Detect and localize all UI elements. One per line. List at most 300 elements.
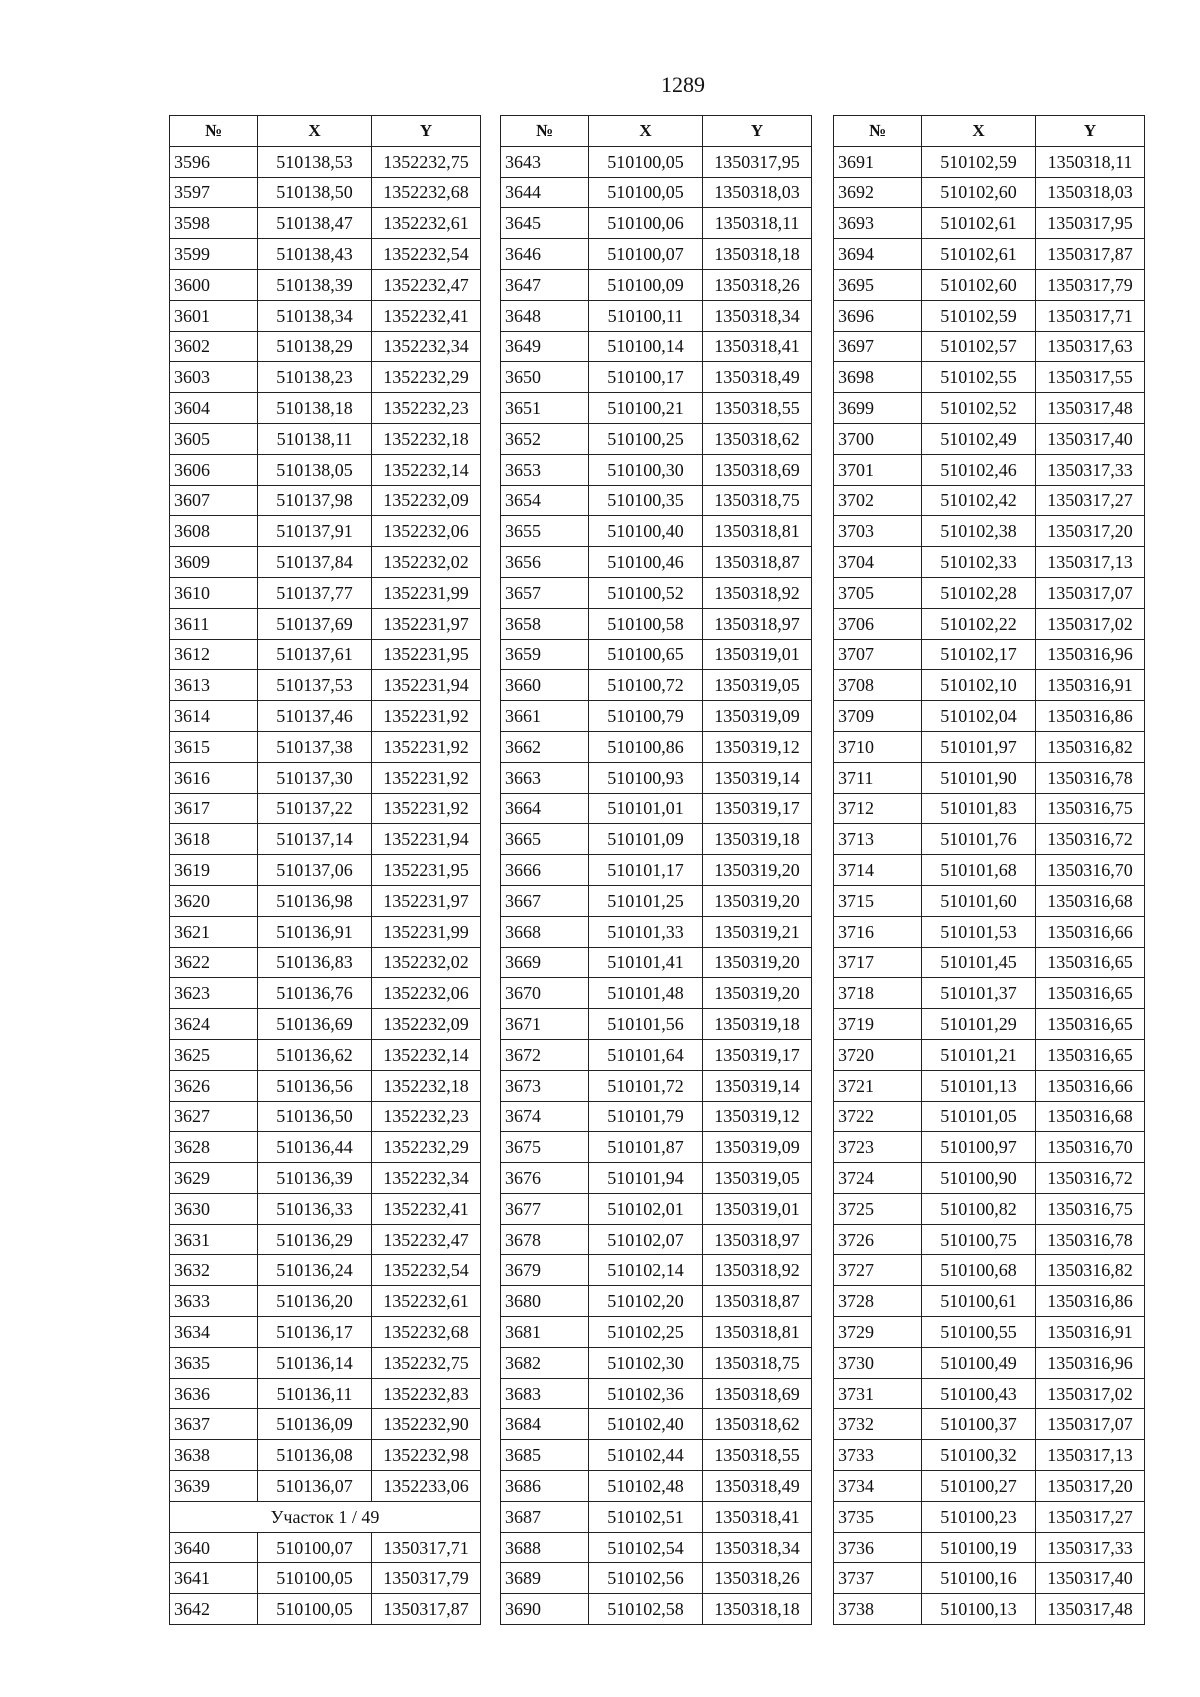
x-coordinate-cell: 510100,27 bbox=[922, 1471, 1036, 1502]
x-coordinate-cell: 510100,11 bbox=[589, 300, 703, 331]
y-coordinate-cell: 1352232,34 bbox=[372, 1163, 481, 1194]
x-coordinate-cell: 510138,47 bbox=[258, 208, 372, 239]
y-coordinate-cell: 1352231,94 bbox=[372, 670, 481, 701]
point-number-cell: 3682 bbox=[501, 1347, 589, 1378]
point-number-cell: 3641 bbox=[170, 1563, 258, 1594]
table-row bbox=[170, 1101, 481, 1132]
y-coordinate-cell: 1350318,81 bbox=[703, 516, 812, 547]
table-row bbox=[834, 639, 1145, 670]
point-number-cell: 3631 bbox=[170, 1224, 258, 1255]
x-coordinate-cell: 510100,46 bbox=[589, 547, 703, 578]
table-row bbox=[834, 793, 1145, 824]
y-coordinate-cell: 1352232,47 bbox=[372, 1224, 481, 1255]
point-number-cell: 3651 bbox=[501, 393, 589, 424]
point-number-cell: 3705 bbox=[834, 577, 922, 608]
table-row bbox=[501, 1286, 812, 1317]
y-coordinate-cell: 1350318,87 bbox=[703, 547, 812, 578]
table-row bbox=[170, 1347, 481, 1378]
x-coordinate-cell: 510102,49 bbox=[922, 423, 1036, 454]
x-coordinate-cell: 510137,77 bbox=[258, 577, 372, 608]
x-coordinate-cell: 510101,33 bbox=[589, 916, 703, 947]
y-coordinate-cell: 1350318,62 bbox=[703, 423, 812, 454]
table-row bbox=[834, 916, 1145, 947]
page-number: 1289 bbox=[661, 72, 705, 97]
y-coordinate-cell: 1350318,75 bbox=[703, 485, 812, 516]
point-number-cell: 3723 bbox=[834, 1132, 922, 1163]
point-number-cell: 3613 bbox=[170, 670, 258, 701]
table-row bbox=[501, 701, 812, 732]
point-number-cell: 3649 bbox=[501, 331, 589, 362]
x-coordinate-cell: 510102,40 bbox=[589, 1409, 703, 1440]
table-row bbox=[501, 731, 812, 762]
y-coordinate-cell: 1350316,65 bbox=[1036, 947, 1145, 978]
x-coordinate-cell: 510101,13 bbox=[922, 1070, 1036, 1101]
point-number-cell: 3734 bbox=[834, 1471, 922, 1502]
x-coordinate-cell: 510100,97 bbox=[922, 1132, 1036, 1163]
x-coordinate-cell: 510100,21 bbox=[589, 393, 703, 424]
point-number-cell: 3737 bbox=[834, 1563, 922, 1594]
y-coordinate-cell: 1350319,17 bbox=[703, 1039, 812, 1070]
point-number-cell: 3645 bbox=[501, 208, 589, 239]
y-coordinate-cell: 1352232,68 bbox=[372, 177, 481, 208]
table-row bbox=[501, 146, 812, 177]
y-coordinate-cell: 1352232,14 bbox=[372, 1039, 481, 1070]
y-coordinate-cell: 1350316,72 bbox=[1036, 1163, 1145, 1194]
table-row bbox=[834, 1378, 1145, 1409]
y-coordinate-cell: 1350319,17 bbox=[703, 793, 812, 824]
point-number-cell: 3718 bbox=[834, 978, 922, 1009]
x-coordinate-cell: 510100,79 bbox=[589, 701, 703, 732]
table-row bbox=[501, 1009, 812, 1040]
y-coordinate-cell: 1352232,18 bbox=[372, 1070, 481, 1101]
point-number-cell: 3647 bbox=[501, 269, 589, 300]
point-number-cell: 3597 bbox=[170, 177, 258, 208]
x-coordinate-cell: 510100,06 bbox=[589, 208, 703, 239]
y-coordinate-cell: 1350317,02 bbox=[1036, 1378, 1145, 1409]
point-number-cell: 3650 bbox=[501, 362, 589, 393]
x-coordinate-cell: 510136,20 bbox=[258, 1286, 372, 1317]
table-row bbox=[834, 978, 1145, 1009]
y-coordinate-cell: 1350317,63 bbox=[1036, 331, 1145, 362]
table-row bbox=[170, 1193, 481, 1224]
y-coordinate-cell: 1350318,97 bbox=[703, 608, 812, 639]
x-coordinate-cell: 510102,25 bbox=[589, 1317, 703, 1348]
x-coordinate-cell: 510100,05 bbox=[589, 146, 703, 177]
x-coordinate-cell: 510137,69 bbox=[258, 608, 372, 639]
y-coordinate-cell: 1352232,75 bbox=[372, 146, 481, 177]
table-row bbox=[170, 516, 481, 547]
point-number-cell: 3640 bbox=[170, 1532, 258, 1563]
y-coordinate-cell: 1352231,95 bbox=[372, 855, 481, 886]
table-row bbox=[834, 547, 1145, 578]
table-row bbox=[834, 1193, 1145, 1224]
table-row bbox=[501, 1409, 812, 1440]
table-row bbox=[501, 516, 812, 547]
y-coordinate-cell: 1352231,92 bbox=[372, 731, 481, 762]
point-number-cell: 3630 bbox=[170, 1193, 258, 1224]
point-number-cell: 3698 bbox=[834, 362, 922, 393]
x-coordinate-cell: 510102,55 bbox=[922, 362, 1036, 393]
table-row bbox=[170, 1440, 481, 1471]
table-row bbox=[501, 362, 812, 393]
x-coordinate-cell: 510101,97 bbox=[922, 731, 1036, 762]
x-coordinate-cell: 510138,43 bbox=[258, 239, 372, 270]
y-coordinate-cell: 1350318,26 bbox=[703, 269, 812, 300]
header-row bbox=[501, 116, 812, 147]
x-coordinate-cell: 510102,57 bbox=[922, 331, 1036, 362]
x-coordinate-cell: 510101,72 bbox=[589, 1070, 703, 1101]
x-coordinate-cell: 510101,41 bbox=[589, 947, 703, 978]
point-number-cell: 3606 bbox=[170, 454, 258, 485]
y-coordinate-cell: 1350318,03 bbox=[1036, 177, 1145, 208]
x-coordinate-cell: 510136,69 bbox=[258, 1009, 372, 1040]
table-row bbox=[834, 1440, 1145, 1471]
x-coordinate-cell: 510101,29 bbox=[922, 1009, 1036, 1040]
x-coordinate-cell: 510102,01 bbox=[589, 1193, 703, 1224]
point-number-cell: 3636 bbox=[170, 1378, 258, 1409]
table-row bbox=[170, 547, 481, 578]
point-number-cell: 3646 bbox=[501, 239, 589, 270]
table-row bbox=[501, 1594, 812, 1625]
y-coordinate-cell: 1352231,92 bbox=[372, 793, 481, 824]
table-row bbox=[170, 670, 481, 701]
table-row bbox=[501, 547, 812, 578]
x-coordinate-cell: 510102,10 bbox=[922, 670, 1036, 701]
y-coordinate-cell: 1350317,20 bbox=[1036, 1471, 1145, 1502]
point-number-cell: 3624 bbox=[170, 1009, 258, 1040]
x-coordinate-cell: 510136,09 bbox=[258, 1409, 372, 1440]
y-coordinate-cell: 1350317,79 bbox=[372, 1563, 481, 1594]
table-row bbox=[834, 577, 1145, 608]
point-number-cell: 3686 bbox=[501, 1471, 589, 1502]
y-coordinate-cell: 1350317,07 bbox=[1036, 1409, 1145, 1440]
x-coordinate-cell: 510101,79 bbox=[589, 1101, 703, 1132]
point-number-cell: 3700 bbox=[834, 423, 922, 454]
table-row bbox=[834, 485, 1145, 516]
point-number-cell: 3600 bbox=[170, 269, 258, 300]
table-row bbox=[501, 1501, 812, 1532]
x-coordinate-cell: 510138,50 bbox=[258, 177, 372, 208]
x-coordinate-cell: 510137,53 bbox=[258, 670, 372, 701]
x-coordinate-cell: 510136,11 bbox=[258, 1378, 372, 1409]
y-coordinate-cell: 1350317,20 bbox=[1036, 516, 1145, 547]
y-coordinate-cell: 1352232,47 bbox=[372, 269, 481, 300]
x-coordinate-cell: 510100,86 bbox=[589, 731, 703, 762]
x-coordinate-cell: 510100,19 bbox=[922, 1532, 1036, 1563]
table-row bbox=[501, 208, 812, 239]
y-coordinate-cell: 1352231,92 bbox=[372, 701, 481, 732]
point-number-cell: 3721 bbox=[834, 1070, 922, 1101]
table-row bbox=[501, 393, 812, 424]
table-row bbox=[501, 1070, 812, 1101]
point-number-cell: 3730 bbox=[834, 1347, 922, 1378]
x-coordinate-cell: 510101,87 bbox=[589, 1132, 703, 1163]
y-coordinate-cell: 1350318,92 bbox=[703, 1255, 812, 1286]
table-row bbox=[170, 423, 481, 454]
point-number-cell: 3689 bbox=[501, 1563, 589, 1594]
table-row bbox=[501, 947, 812, 978]
point-number-cell: 3684 bbox=[501, 1409, 589, 1440]
point-number-cell: 3598 bbox=[170, 208, 258, 239]
table-row bbox=[170, 1378, 481, 1409]
point-number-cell: 3728 bbox=[834, 1286, 922, 1317]
point-number-cell: 3611 bbox=[170, 608, 258, 639]
x-coordinate-cell: 510100,05 bbox=[258, 1594, 372, 1625]
y-coordinate-cell: 1350316,78 bbox=[1036, 1224, 1145, 1255]
x-coordinate-cell: 510102,56 bbox=[589, 1563, 703, 1594]
x-coordinate-cell: 510100,13 bbox=[922, 1594, 1036, 1625]
point-number-cell: 3697 bbox=[834, 331, 922, 362]
point-number-cell: 3708 bbox=[834, 670, 922, 701]
table-row bbox=[834, 1317, 1145, 1348]
table-row bbox=[834, 608, 1145, 639]
y-coordinate-cell: 1350316,75 bbox=[1036, 793, 1145, 824]
x-coordinate-cell: 510136,39 bbox=[258, 1163, 372, 1194]
y-coordinate-cell: 1350318,87 bbox=[703, 1286, 812, 1317]
table-row bbox=[170, 239, 481, 270]
table-row bbox=[170, 731, 481, 762]
x-coordinate-cell: 510136,08 bbox=[258, 1440, 372, 1471]
x-coordinate-cell: 510101,21 bbox=[922, 1039, 1036, 1070]
y-coordinate-cell: 1352231,97 bbox=[372, 608, 481, 639]
x-coordinate-cell: 510101,64 bbox=[589, 1039, 703, 1070]
table-row bbox=[834, 670, 1145, 701]
point-number-cell: 3619 bbox=[170, 855, 258, 886]
y-coordinate-cell: 1350318,11 bbox=[703, 208, 812, 239]
y-coordinate-cell: 1352232,18 bbox=[372, 423, 481, 454]
x-coordinate-cell: 510100,52 bbox=[589, 577, 703, 608]
point-number-cell: 3623 bbox=[170, 978, 258, 1009]
point-number-cell: 3608 bbox=[170, 516, 258, 547]
table-row bbox=[170, 793, 481, 824]
y-coordinate-cell: 1352231,97 bbox=[372, 885, 481, 916]
x-coordinate-cell: 510136,33 bbox=[258, 1193, 372, 1224]
y-coordinate-cell: 1350316,82 bbox=[1036, 731, 1145, 762]
point-number-cell: 3602 bbox=[170, 331, 258, 362]
y-coordinate-cell: 1350317,13 bbox=[1036, 547, 1145, 578]
y-coordinate-cell: 1350319,18 bbox=[703, 824, 812, 855]
y-coordinate-cell: 1350317,27 bbox=[1036, 1501, 1145, 1532]
x-coordinate-cell: 510137,61 bbox=[258, 639, 372, 670]
point-number-cell: 3656 bbox=[501, 547, 589, 578]
point-number-cell: 3724 bbox=[834, 1163, 922, 1194]
x-coordinate-cell: 510100,68 bbox=[922, 1255, 1036, 1286]
point-number-cell: 3607 bbox=[170, 485, 258, 516]
point-number-cell: 3701 bbox=[834, 454, 922, 485]
y-coordinate-cell: 1350317,87 bbox=[1036, 239, 1145, 270]
y-coordinate-cell: 1352232,14 bbox=[372, 454, 481, 485]
x-coordinate-cell: 510101,48 bbox=[589, 978, 703, 1009]
y-coordinate-cell: 1350319,09 bbox=[703, 701, 812, 732]
x-coordinate-cell: 510138,29 bbox=[258, 331, 372, 362]
table-row bbox=[834, 300, 1145, 331]
y-coordinate-cell: 1350316,91 bbox=[1036, 1317, 1145, 1348]
x-coordinate-cell: 510138,18 bbox=[258, 393, 372, 424]
y-coordinate-cell: 1352232,29 bbox=[372, 362, 481, 393]
header-y: Y bbox=[1036, 116, 1145, 147]
table-row bbox=[501, 1440, 812, 1471]
x-coordinate-cell: 510101,17 bbox=[589, 855, 703, 886]
table-row bbox=[170, 978, 481, 1009]
table-row bbox=[834, 762, 1145, 793]
x-coordinate-cell: 510101,90 bbox=[922, 762, 1036, 793]
point-number-cell: 3727 bbox=[834, 1255, 922, 1286]
y-coordinate-cell: 1350319,20 bbox=[703, 855, 812, 886]
header-number: № bbox=[170, 116, 258, 147]
y-coordinate-cell: 1350317,07 bbox=[1036, 577, 1145, 608]
y-coordinate-cell: 1350317,55 bbox=[1036, 362, 1145, 393]
y-coordinate-cell: 1350317,40 bbox=[1036, 1563, 1145, 1594]
x-coordinate-cell: 510136,24 bbox=[258, 1255, 372, 1286]
table-row bbox=[170, 855, 481, 886]
y-coordinate-cell: 1350318,18 bbox=[703, 1594, 812, 1625]
x-coordinate-cell: 510102,61 bbox=[922, 208, 1036, 239]
point-number-cell: 3716 bbox=[834, 916, 922, 947]
y-coordinate-cell: 1350318,97 bbox=[703, 1224, 812, 1255]
x-coordinate-cell: 510136,62 bbox=[258, 1039, 372, 1070]
x-coordinate-cell: 510100,37 bbox=[922, 1409, 1036, 1440]
x-coordinate-cell: 510102,14 bbox=[589, 1255, 703, 1286]
x-coordinate-cell: 510136,14 bbox=[258, 1347, 372, 1378]
table-row bbox=[170, 639, 481, 670]
table-row bbox=[501, 1471, 812, 1502]
x-coordinate-cell: 510102,07 bbox=[589, 1224, 703, 1255]
point-number-cell: 3658 bbox=[501, 608, 589, 639]
y-coordinate-cell: 1350318,34 bbox=[703, 300, 812, 331]
y-coordinate-cell: 1350317,87 bbox=[372, 1594, 481, 1625]
x-coordinate-cell: 510138,34 bbox=[258, 300, 372, 331]
table-row bbox=[501, 1532, 812, 1563]
x-coordinate-cell: 510101,56 bbox=[589, 1009, 703, 1040]
table-row bbox=[834, 454, 1145, 485]
x-coordinate-cell: 510136,07 bbox=[258, 1471, 372, 1502]
point-number-cell: 3694 bbox=[834, 239, 922, 270]
point-number-cell: 3614 bbox=[170, 701, 258, 732]
table-row bbox=[501, 1101, 812, 1132]
table-row bbox=[834, 393, 1145, 424]
table-row bbox=[501, 454, 812, 485]
y-coordinate-cell: 1350318,03 bbox=[703, 177, 812, 208]
table-row bbox=[170, 208, 481, 239]
y-coordinate-cell: 1350318,41 bbox=[703, 1501, 812, 1532]
y-coordinate-cell: 1352231,99 bbox=[372, 916, 481, 947]
point-number-cell: 3679 bbox=[501, 1255, 589, 1286]
table-row bbox=[170, 885, 481, 916]
point-number-cell: 3711 bbox=[834, 762, 922, 793]
x-coordinate-cell: 510102,42 bbox=[922, 485, 1036, 516]
table-row bbox=[834, 731, 1145, 762]
point-number-cell: 3673 bbox=[501, 1070, 589, 1101]
point-number-cell: 3628 bbox=[170, 1132, 258, 1163]
table-row bbox=[834, 516, 1145, 547]
coordinate-table-1 bbox=[169, 115, 481, 1625]
y-coordinate-cell: 1350317,79 bbox=[1036, 269, 1145, 300]
x-coordinate-cell: 510100,09 bbox=[589, 269, 703, 300]
table-row bbox=[501, 1224, 812, 1255]
y-coordinate-cell: 1350317,71 bbox=[1036, 300, 1145, 331]
table-row bbox=[170, 1163, 481, 1194]
table-row bbox=[501, 1193, 812, 1224]
x-coordinate-cell: 510101,45 bbox=[922, 947, 1036, 978]
table-row bbox=[834, 1286, 1145, 1317]
point-number-cell: 3615 bbox=[170, 731, 258, 762]
point-number-cell: 3644 bbox=[501, 177, 589, 208]
x-coordinate-cell: 510100,07 bbox=[258, 1532, 372, 1563]
x-coordinate-cell: 510138,05 bbox=[258, 454, 372, 485]
y-coordinate-cell: 1350317,33 bbox=[1036, 454, 1145, 485]
y-coordinate-cell: 1352232,02 bbox=[372, 947, 481, 978]
table-row bbox=[170, 1255, 481, 1286]
y-coordinate-cell: 1352232,02 bbox=[372, 547, 481, 578]
y-coordinate-cell: 1350316,65 bbox=[1036, 978, 1145, 1009]
point-number-cell: 3618 bbox=[170, 824, 258, 855]
x-coordinate-cell: 510138,23 bbox=[258, 362, 372, 393]
table-row bbox=[170, 1409, 481, 1440]
table-row bbox=[834, 208, 1145, 239]
point-number-cell: 3627 bbox=[170, 1101, 258, 1132]
point-number-cell: 3714 bbox=[834, 855, 922, 886]
x-coordinate-cell: 510102,61 bbox=[922, 239, 1036, 270]
table-row bbox=[834, 146, 1145, 177]
x-coordinate-cell: 510100,49 bbox=[922, 1347, 1036, 1378]
y-coordinate-cell: 1350317,71 bbox=[372, 1532, 481, 1563]
section-label: Участок 1 / 49 bbox=[170, 1501, 481, 1532]
y-coordinate-cell: 1352232,90 bbox=[372, 1409, 481, 1440]
table-row bbox=[170, 1039, 481, 1070]
y-coordinate-cell: 1352232,54 bbox=[372, 1255, 481, 1286]
y-coordinate-cell: 1350319,20 bbox=[703, 885, 812, 916]
y-coordinate-cell: 1350319,01 bbox=[703, 1193, 812, 1224]
y-coordinate-cell: 1350319,20 bbox=[703, 978, 812, 1009]
y-coordinate-cell: 1350317,33 bbox=[1036, 1532, 1145, 1563]
y-coordinate-cell: 1352231,92 bbox=[372, 762, 481, 793]
x-coordinate-cell: 510100,75 bbox=[922, 1224, 1036, 1255]
table-row bbox=[501, 885, 812, 916]
y-coordinate-cell: 1350316,70 bbox=[1036, 1132, 1145, 1163]
x-coordinate-cell: 510136,29 bbox=[258, 1224, 372, 1255]
table-row bbox=[834, 1532, 1145, 1563]
x-coordinate-cell: 510101,83 bbox=[922, 793, 1036, 824]
table-row bbox=[501, 1163, 812, 1194]
table-row bbox=[501, 423, 812, 454]
x-coordinate-cell: 510100,16 bbox=[922, 1563, 1036, 1594]
y-coordinate-cell: 1352232,34 bbox=[372, 331, 481, 362]
x-coordinate-cell: 510102,60 bbox=[922, 269, 1036, 300]
table-row bbox=[834, 1009, 1145, 1040]
x-coordinate-cell: 510136,83 bbox=[258, 947, 372, 978]
header-x: X bbox=[258, 116, 372, 147]
table-row bbox=[501, 485, 812, 516]
table-row bbox=[834, 1163, 1145, 1194]
point-number-cell: 3666 bbox=[501, 855, 589, 886]
header-row bbox=[170, 116, 481, 147]
y-coordinate-cell: 1350318,92 bbox=[703, 577, 812, 608]
point-number-cell: 3681 bbox=[501, 1317, 589, 1348]
x-coordinate-cell: 510137,38 bbox=[258, 731, 372, 762]
x-coordinate-cell: 510136,56 bbox=[258, 1070, 372, 1101]
y-coordinate-cell: 1352232,06 bbox=[372, 978, 481, 1009]
y-coordinate-cell: 1350318,69 bbox=[703, 454, 812, 485]
y-coordinate-cell: 1350316,78 bbox=[1036, 762, 1145, 793]
y-coordinate-cell: 1350318,75 bbox=[703, 1347, 812, 1378]
table-row bbox=[834, 824, 1145, 855]
table-row bbox=[834, 701, 1145, 732]
y-coordinate-cell: 1352232,09 bbox=[372, 1009, 481, 1040]
point-number-cell: 3662 bbox=[501, 731, 589, 762]
coordinate-table-3 bbox=[833, 115, 1145, 1625]
x-coordinate-cell: 510102,04 bbox=[922, 701, 1036, 732]
y-coordinate-cell: 1350317,40 bbox=[1036, 423, 1145, 454]
